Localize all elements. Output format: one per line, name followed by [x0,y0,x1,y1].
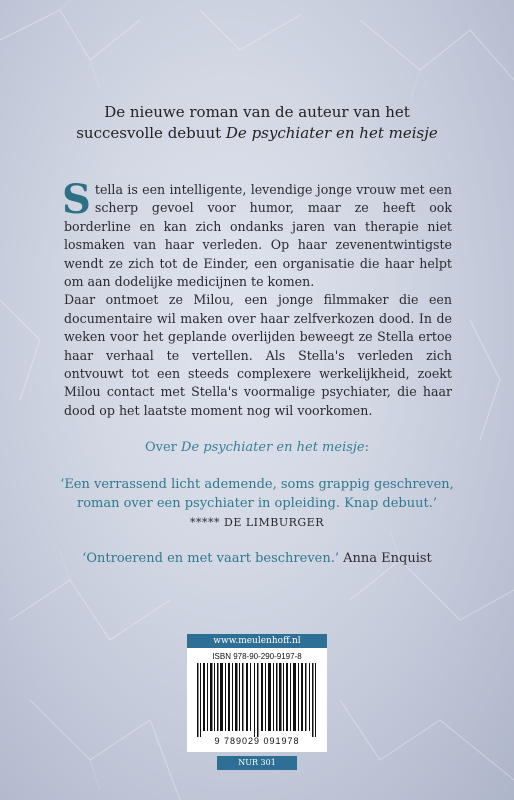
over-suffix: : [364,440,370,455]
drop-cap: S [62,176,91,223]
debut-title: De psychiater en het meisje [225,124,438,142]
nur-code: NUR 301 [217,756,297,770]
headline-line-2 [0,123,514,144]
over-title: De psychiater en het meisje [181,440,365,455]
headline [0,102,514,144]
isbn-label: ISBN 978-90-290-9197-8 [212,652,302,661]
headline-prefix: succesvolle debuut [76,124,226,142]
quote-1-line-1: ‘Een verrassend licht ademende, soms grappig geschreven, [60,477,454,492]
barcode-area [187,648,327,752]
quote-2-text: ‘Ontroerend en met vaart beschreven.’ [82,551,339,566]
blurb-paragraph-2: Daar ontmoet ze Milou, een jonge filmmaker die een documentaire wil maken over haar zelfverkozen dood. In de weken voor het geplande overlijden beweegt ze Stella ertoe haar verhaal te vertellen. Als Stella's verleden zich ontvouwt tot een steeds complexere werkelijkheid, zoekt Milou contact met Stella's voormalige psychiater, die haar dood op het laatste moment nog wil voorkomen. [64,292,452,418]
over-heading [0,440,514,455]
blurb-paragraph-1 [62,176,452,291]
review-source-1 [0,516,514,529]
barcode-block [187,634,327,774]
blurb [62,176,452,420]
star-rating: ***** [190,516,220,529]
review-quote-1 [0,475,514,513]
quote-1-line-2: roman over een psychiater in opleiding. Knap debuut.’ [76,496,437,511]
publisher-url: www.meulenhoff.nl [187,634,327,648]
barcode-bars [193,663,321,737]
quote-2-attribution: Anna Enquist [343,551,432,566]
blurb-paragraph-1-text: tella is een intelligente, levendige jonge vrouw met een scherp gevoel voor humor, maar ze heeft ook borderline en kan zich ondanks jaren van therapie niet losmaken van haar verleden. Op haar zevenentwintigste wendt ze zich tot de Einder, een organisatie die haar helpt om aan dodelijke medicijnen te komen. [64,182,452,290]
headline-line-1: De nieuwe roman van de auteur van het [104,103,410,121]
barcode-digits: 9 789029 091978 [214,736,300,746]
over-prefix: Over [144,440,182,455]
source-name: DE LIMBURGER [224,516,324,529]
review-quote-2 [0,549,514,568]
